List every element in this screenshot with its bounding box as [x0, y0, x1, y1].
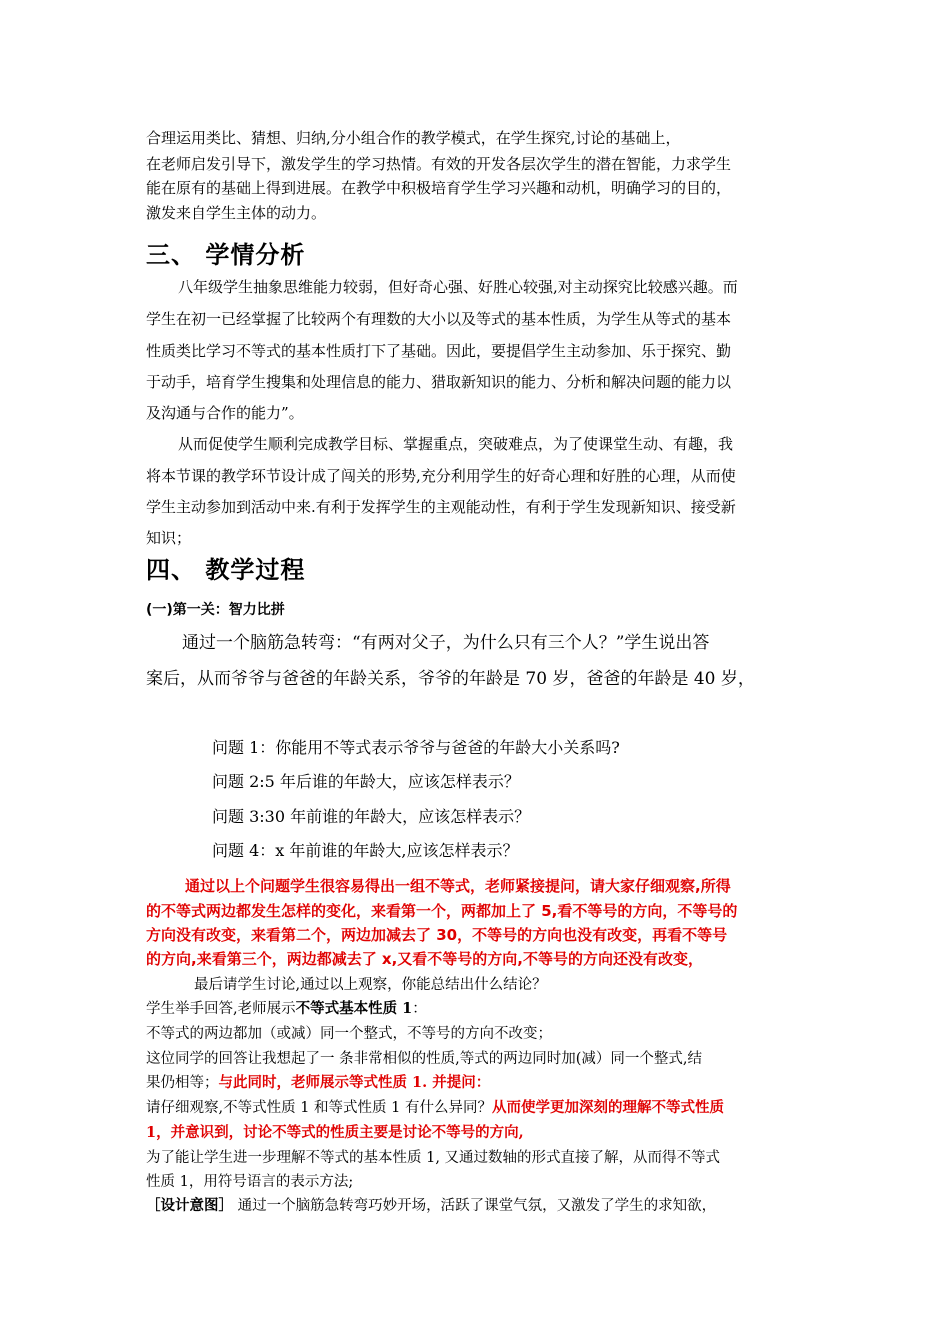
answer-prefix: 学生举手回答,老师展示 [146, 1001, 296, 1017]
red-paragraph-line: 的方向,来看第三个，两边都减去了 x,又看不等号的方向,不等号的方向还没有改变， [146, 950, 703, 968]
text-line: 在老师启发引导下，激发学生的学习热情。有效的开发各层次学生的潜在智能，力求学生 [146, 155, 732, 173]
text-line: 激发来自学生主体的动力。 [146, 204, 327, 222]
recall-plain: 果仍相等； [146, 1075, 219, 1091]
paragraph-line: 知识； [146, 529, 192, 547]
paragraph-line: 学生主动参加到活动中来.有利于发挥学生的主观能动性，有利于学生发现新知识、接受新 [146, 498, 736, 516]
property-title: 不等式基本性质 1 [295, 1000, 413, 1017]
numberline-line-2: 性质 1，用符号语言的表示方法; [146, 1174, 354, 1190]
intro-line: 案后，从而爷爷与爸爸的年龄关系，爷爷的年龄是 70 岁，爸爸的年龄是 40 岁， [146, 669, 755, 689]
question-1: 问题 1：你能用不等式表示爷爷与爸爸的年龄大小关系吗? [212, 738, 620, 757]
recall-red: 与此同时，老师展示等式性质 1. 并提问： [218, 1074, 491, 1091]
recall-line-2 [146, 1071, 490, 1092]
question-2: 问题 2:5 年后谁的年龄大，应该怎样表示？ [212, 772, 520, 791]
red-paragraph-line: 通过以上个问题学生很容易得出一组不等式，老师紧接提问，请大家仔细观察,所得 [185, 877, 731, 895]
red-paragraph-line: 方向没有改变，来看第二个，两边加减去了 30，不等号的方向也没有改变，再看不等号 [146, 926, 728, 944]
section-heading-3: 三、 学情分析 [146, 240, 306, 269]
intro-line: 通过一个脑筋急转弯：“有两对父子，为什么只有三个人？”学生说出答 [182, 633, 710, 653]
paragraph-line: 将本节课的教学环节设计成了闯关的形势,充分利用学生的好奇心理和好胜的心理，从而使 [146, 467, 736, 485]
design-text: 通过一个脑筋急转弯巧妙开场，活跃了课堂气氛，又激发了学生的求知欲， [233, 1198, 717, 1214]
paragraph-line: 及沟通与合作的能力”。 [146, 404, 304, 422]
text-line: 合理运用类比、猜想、归纳,分小组合作的教学模式，在学生探究,讨论的基础上， [146, 129, 681, 147]
red-paragraph-line: 的不等式两边都发生怎样的变化，来看第一个，两都加上了 5,看不等号的方向，不等号的 [146, 902, 738, 920]
compare-plain: 请仔细观察,不等式性质 1 和等式性质 1 有什么异同？ [146, 1100, 492, 1116]
numberline-line: 为了能让学生进一步理解不等式的基本性质 1, 又通过数轴的形式直接了解，从而得不等式 [146, 1150, 721, 1166]
paragraph-line: 从而促使学生顺利完成教学目标、掌握重点，突破难点，为了使课堂生动、有趣，我 [178, 435, 734, 453]
paragraph-line: 八年级学生抽象思维能力较弱，但好奇心强、好胜心较强,对主动探究比较感兴趣。而 [178, 278, 738, 296]
answer-suffix: ： [412, 1001, 427, 1017]
design-label: ［设计意图］ [146, 1197, 233, 1214]
section-heading-4: 四、 教学过程 [146, 555, 306, 584]
text-line: 能在原有的基础上得到进展。在教学中积极培育学生学习兴趣和动机，明确学习的目的， [146, 179, 732, 197]
paragraph-line: 性质类比学习不等式的基本性质打下了基础。因此，要提倡学生主动参加、乐于探究、勤 [146, 342, 732, 360]
recall-line: 这位同学的回答让我想起了一 条非常相似的性质,等式的两边同时加(减）同一个整式,结 [146, 1051, 702, 1067]
discussion-line: 最后请学生讨论,通过以上观察，你能总结出什么结论？ [194, 977, 547, 993]
compare-red-line-2: 1，并意识到，讨论不等式的性质主要是讨论不等号的方向, [146, 1124, 524, 1141]
answer-line [146, 997, 427, 1018]
compare-red: 从而使学更加深刻的理解不等式性质 [492, 1099, 724, 1116]
design-intent-line [146, 1194, 716, 1215]
property-statement: 不等式的两边都加（或减）同一个整式，不等号的方向不改变； [146, 1026, 552, 1042]
question-3: 问题 3:30 年前谁的年龄大，应该怎样表示？ [212, 807, 531, 826]
subsection-title: (一)第一关：智力比拼 [146, 602, 285, 618]
compare-line [146, 1096, 724, 1117]
paragraph-line: 学生在初一已经掌握了比较两个有理数的大小以及等式的基本性质，为学生从等式的基本 [146, 310, 732, 328]
question-4: 问题 4：x 年前谁的年龄大,应该怎样表示？ [212, 841, 519, 860]
paragraph-line: 于动手，培育学生搜集和处理信息的能力、猎取新知识的能力、分析和解决问题的能力以 [146, 373, 732, 391]
